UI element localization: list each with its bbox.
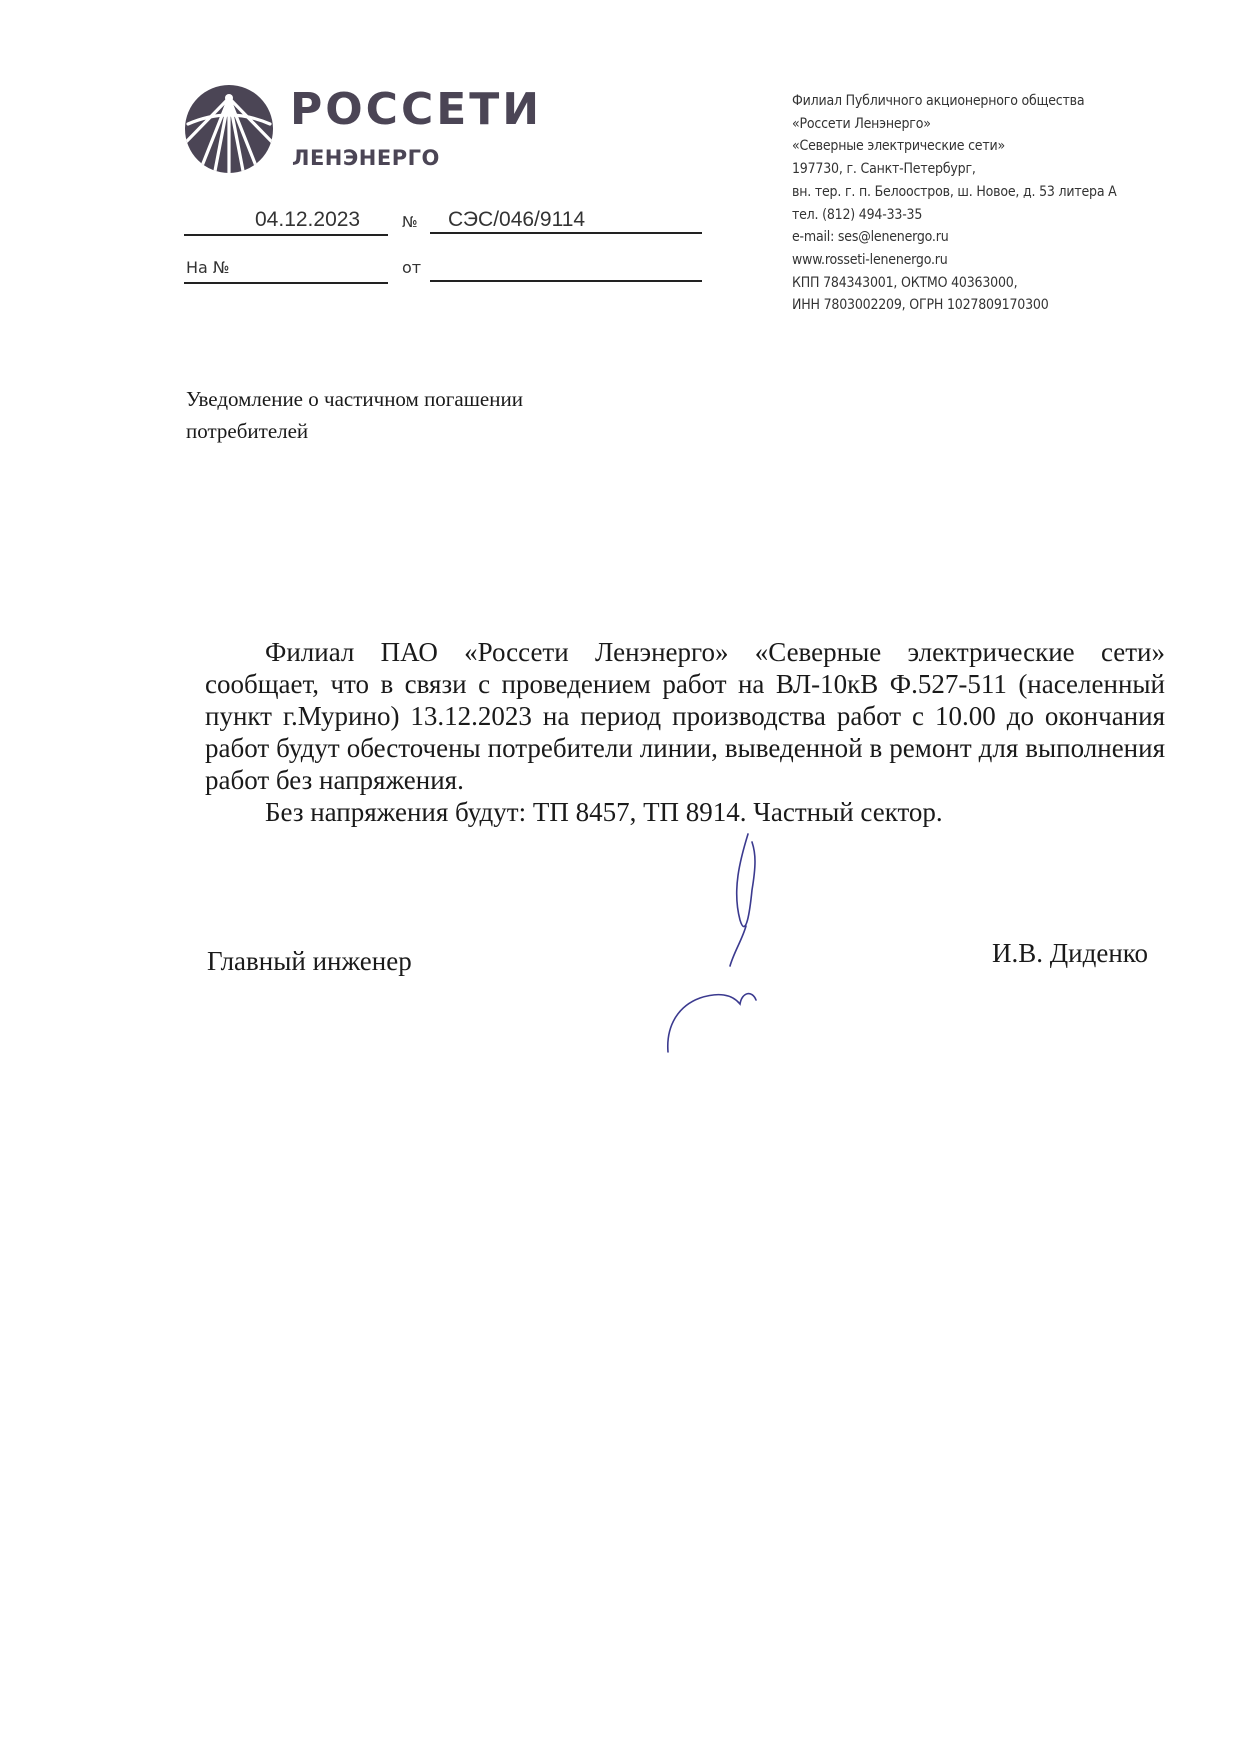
address-line: тел. (812) 494-33-35 — [792, 206, 923, 223]
reference-date-label: от — [402, 258, 422, 277]
address-line: 197730, г. Санкт-Петербург, — [792, 161, 976, 178]
reference-number-label: На № — [186, 258, 230, 277]
address-line: Филиал Публичного акционерного общества — [792, 93, 1085, 109]
address-line: ИНН 7803002209, ОГРН 1027809170300 — [792, 297, 1049, 314]
sender-address-block — [792, 90, 1117, 317]
document-date: 04.12.2023 — [255, 208, 361, 231]
brand-name: РОССЕТИ — [290, 84, 543, 135]
document-number: СЭС/046/9114 — [448, 208, 586, 231]
letter-body — [205, 636, 1165, 828]
signatory-name: И.В. Диденко — [992, 938, 1149, 968]
reference-date-underline — [430, 280, 702, 282]
signatory-title: Главный инженер — [207, 946, 412, 976]
handwritten-signature — [660, 830, 790, 1060]
address-email: e-mail: ses@lenenergo.ru — [792, 229, 949, 246]
rosseti-logo-icon — [184, 84, 274, 174]
body-paragraph: Филиал ПАО «Россети Ленэнерго» «Северные электрические сети» сообщает, что в связи с проведением работ на ВЛ-10кВ Ф.527-511 (населенный пункт г.Мурино) 13.12.2023 на период производства работ с 10.00 до окончания работ будут обесточены потребители линии, выведенной в ремонт для выполнения работ без напряжения. — [205, 637, 1165, 795]
address-line: «Россети Ленэнерго» — [792, 115, 931, 132]
body-paragraph: Без напряжения будут: ТП 8457, ТП 8914. Частный сектор. — [265, 797, 943, 827]
letter-subject: Уведомление о частичном погашении потребителей — [186, 387, 523, 443]
date-underline — [184, 234, 388, 236]
reference-number-underline — [184, 282, 388, 284]
address-line: вн. тер. г. п. Белоостров, ш. Новое, д. 53 литера А — [792, 183, 1117, 200]
number-underline — [430, 232, 702, 234]
brand-subtitle: ЛЕНЭНЕРГО — [292, 146, 440, 170]
address-website: www.rosseti-lenenergo.ru — [792, 251, 948, 268]
document-number-label: № — [402, 213, 418, 231]
address-line: КПП 784343001, ОКТМО 40363000, — [792, 274, 1018, 291]
address-line: «Северные электрические сети» — [792, 138, 1005, 155]
